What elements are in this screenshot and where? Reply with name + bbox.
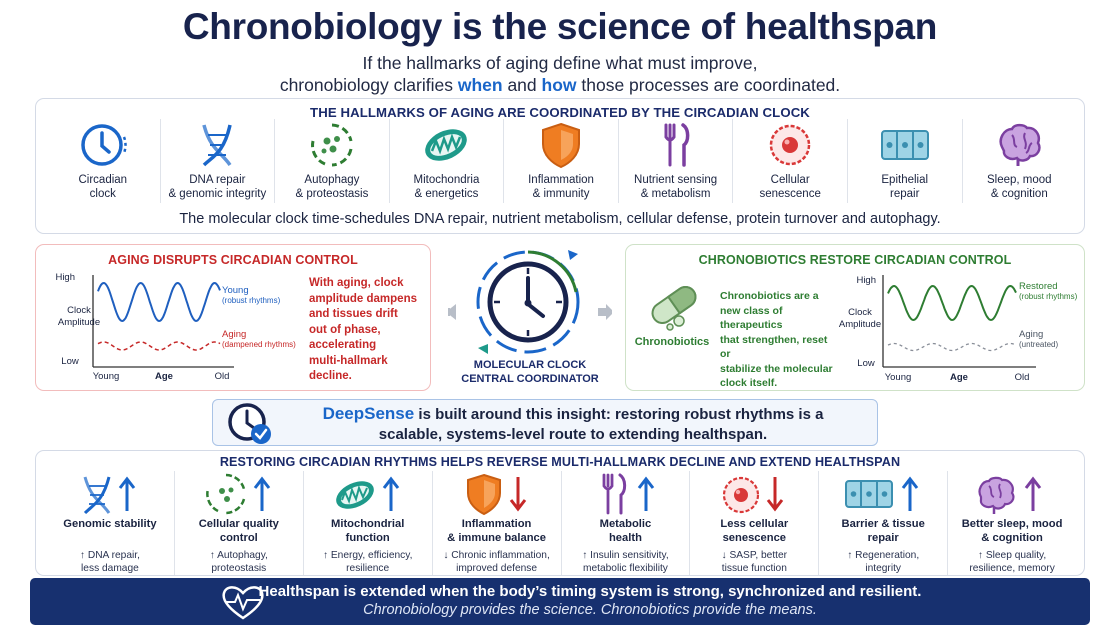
benefit-desc: ↓ Chronic inflammation, improved defense	[443, 550, 550, 574]
arrow-right-icon	[606, 304, 612, 320]
footer-banner	[30, 578, 1090, 625]
benefit-title: Inflammation & immune balance	[447, 518, 546, 544]
untreated-legend-label: Aging	[1019, 329, 1044, 340]
page-subtitle	[0, 52, 1120, 96]
benefit-title: Mitochondrial function	[331, 518, 405, 544]
arrow-up-icon	[1026, 479, 1040, 511]
fork-knife-icon	[649, 119, 703, 171]
restored-series-line	[888, 286, 1016, 320]
dna-icon	[190, 119, 244, 171]
aging-panel	[35, 244, 431, 391]
hallmarks-list	[46, 119, 1076, 203]
restore-chart	[626, 245, 1086, 392]
hallmark-item	[504, 119, 619, 203]
mitochondria-icon	[419, 119, 473, 171]
banner-headline: Healthspan is extended when the body’s timing system is strong, synchronized and resilient.	[258, 583, 922, 600]
arrow-down-icon	[511, 477, 525, 509]
benefit-item	[562, 471, 691, 575]
restoring-list	[46, 471, 1076, 575]
mitochondria-icon	[323, 471, 413, 517]
page-title: Chronobiology is the science of healthspan	[182, 6, 938, 47]
subtitle-when: when	[457, 75, 503, 95]
benefit-desc: ↑ Autophagy, proteostasis	[209, 550, 268, 574]
aging-legend-label: Aging	[222, 329, 247, 340]
untreated-legend-note: (untreated)	[1019, 340, 1059, 349]
restored-legend-label: Restored	[1019, 281, 1058, 292]
x-tick-label: Age	[950, 372, 968, 383]
hallmarks-panel	[35, 98, 1085, 234]
orbit-arrowhead	[568, 250, 578, 260]
clock-check-icon	[221, 400, 281, 448]
hallmark-label: Nutrient sensing & metabolism	[634, 174, 718, 200]
hallmark-item	[275, 119, 390, 203]
subtitle-line-2	[0, 74, 1120, 96]
benefit-desc: ↑ Insulin sensitivity, metabolic flexibility	[582, 550, 669, 574]
subtitle-and: and	[502, 75, 542, 95]
arrow-up-icon	[384, 479, 398, 511]
restore-panel	[625, 244, 1085, 391]
molecular-clock	[448, 244, 612, 394]
hallmark-label: Cellular senescence	[759, 174, 821, 200]
arrow-up-icon	[255, 479, 269, 511]
autophagy-icon	[194, 471, 284, 517]
y-high-label: High	[856, 275, 876, 286]
restoring-heading: RESTORING CIRCADIAN RHYTHMS HELPS REVERSE MULTI-HALLMARK DECLINE AND EXTEND HEALTHSPAN	[219, 455, 901, 469]
hallmark-label: Circadian clock	[78, 174, 128, 200]
pill-dot-icon	[667, 324, 673, 330]
fork-knife-icon	[580, 471, 670, 517]
subtitle-line-1: If the hallmarks of aging define what must improve,	[362, 53, 758, 73]
clock-icon	[76, 119, 130, 171]
benefit-desc: ↑ DNA repair, less damage	[79, 550, 140, 574]
subtitle-text: chronobiology clarifies	[279, 75, 458, 95]
benefit-desc: ↑ Sleep quality, resilience, memory	[969, 550, 1055, 574]
epithelium-icon	[838, 471, 928, 517]
aging-description: With aging, clock amplitude dampens and tissues drift out of phase, accelerating multi-hallmark decline.	[309, 277, 417, 382]
hallmark-item	[963, 119, 1077, 203]
hallmark-label: Epithelial repair	[881, 174, 929, 200]
shield-icon	[452, 471, 542, 517]
benefit-item	[304, 471, 433, 575]
epithelium-icon	[878, 119, 932, 171]
benefit-title: Better sleep, mood & cognition	[961, 518, 1063, 544]
hallmark-item	[390, 119, 505, 203]
benefit-item	[819, 471, 948, 575]
brain-icon	[967, 471, 1057, 517]
benefit-item	[690, 471, 819, 575]
shield-icon	[534, 119, 588, 171]
young-legend-note: (robust rhythms)	[222, 296, 281, 305]
orbit-arrowhead	[478, 344, 488, 354]
chronobiotics-description: Chronobiotics are a new class of therapeutics that strengthen, reset or stabilize the molecular clock itself.	[720, 290, 833, 389]
aging-legend-note: (dampened rhythms)	[222, 340, 296, 349]
benefit-item	[948, 471, 1076, 575]
subtitle-rest: those processes are coordinated.	[576, 75, 841, 95]
clock-center-dot	[525, 300, 532, 307]
aging-heading: AGING DISRUPTS CIRCADIAN CONTROL	[108, 253, 358, 267]
deepsense-brand: DeepSense	[322, 404, 415, 423]
y-axis-label-line2: Amplitude	[57, 317, 101, 328]
y-low-label: Low	[857, 358, 875, 369]
x-tick-label: Young	[884, 372, 912, 383]
y-axis-label-line1: Clock	[848, 307, 872, 318]
benefit-title: Genomic stability	[63, 518, 157, 530]
untreated-series-line	[888, 344, 1016, 351]
arrow-up-icon	[903, 479, 917, 511]
restoring-panel	[35, 450, 1085, 576]
young-legend-label: Young	[222, 285, 249, 296]
benefit-desc: ↑ Regeneration, integrity	[847, 550, 920, 574]
autophagy-icon	[305, 119, 359, 171]
benefit-title: Less cellular senescence	[720, 518, 789, 544]
benefit-item	[433, 471, 562, 575]
benefit-item	[46, 471, 175, 575]
hallmark-label: Mitochondria & energetics	[413, 174, 480, 200]
cell-icon	[709, 471, 799, 517]
restored-legend-note: (robust rhythms)	[1019, 292, 1078, 301]
aging-series-line	[98, 342, 220, 350]
x-tick-label: Old	[214, 371, 230, 382]
hallmark-label: DNA repair & genomic integrity	[168, 174, 267, 200]
arrow-left-shaft	[448, 308, 450, 316]
x-tick-label: Young	[92, 371, 120, 382]
hallmarks-footer: The molecular clock time-schedules DNA repair, nutrient metabolism, cellular defense, protein turnover and autophagy.	[179, 211, 941, 227]
benefit-desc: ↓ SASP, better tissue function	[721, 550, 788, 574]
benefit-title: Cellular quality control	[198, 518, 279, 544]
arrow-down-icon	[768, 477, 782, 509]
hallmark-item	[733, 119, 848, 203]
hallmarks-heading: THE HALLMARKS OF AGING ARE COORDINATED BY THE CIRCADIAN CLOCK	[310, 105, 810, 120]
brain-icon	[992, 119, 1046, 171]
pill-label: Chronobiotics	[634, 336, 710, 348]
x-tick-label: Old	[1014, 372, 1030, 383]
arrow-up-icon	[639, 479, 653, 511]
x-tick-label: Age	[155, 371, 173, 382]
hallmark-label: Autophagy & proteostasis	[295, 174, 369, 200]
y-axis-label-line1: Clock	[67, 305, 91, 316]
hallmark-item	[848, 119, 963, 203]
clock-caption: MOLECULAR CLOCK CENTRAL COORDINATOR	[461, 359, 599, 385]
pill-dot-icon	[674, 316, 684, 326]
hallmark-label: Inflammation & immunity	[528, 174, 594, 200]
hallmark-label: Sleep, mood & cognition	[986, 174, 1052, 200]
y-high-label: High	[55, 272, 75, 283]
benefit-title: Barrier & tissue repair	[841, 518, 925, 544]
deepsense-message: is built around this insight: restoring robust rhythms is a scalable, systems-level route to extending healthspan.	[378, 406, 824, 443]
dna-icon	[65, 471, 155, 517]
young-series-line	[98, 283, 220, 321]
cell-icon	[763, 119, 817, 171]
hallmark-item	[161, 119, 276, 203]
hallmark-item	[46, 119, 161, 203]
arrow-up-icon	[120, 479, 134, 511]
banner-tagline: Chronobiology provides the science. Chronobiotics provide the means.	[363, 602, 817, 618]
y-axis-label-line2: Amplitude	[838, 319, 882, 330]
benefit-desc: ↑ Energy, efficiency, resilience	[322, 550, 413, 574]
subtitle-how: how	[541, 75, 577, 95]
benefit-item	[175, 471, 304, 575]
deepsense-callout	[212, 399, 878, 446]
y-low-label: Low	[61, 356, 79, 367]
deepsense-text	[313, 404, 833, 445]
hallmark-item	[619, 119, 734, 203]
restore-heading: CHRONOBIOTICS RESTORE CIRCADIAN CONTROL	[698, 253, 1012, 267]
benefit-title: Metabolic health	[599, 518, 652, 544]
